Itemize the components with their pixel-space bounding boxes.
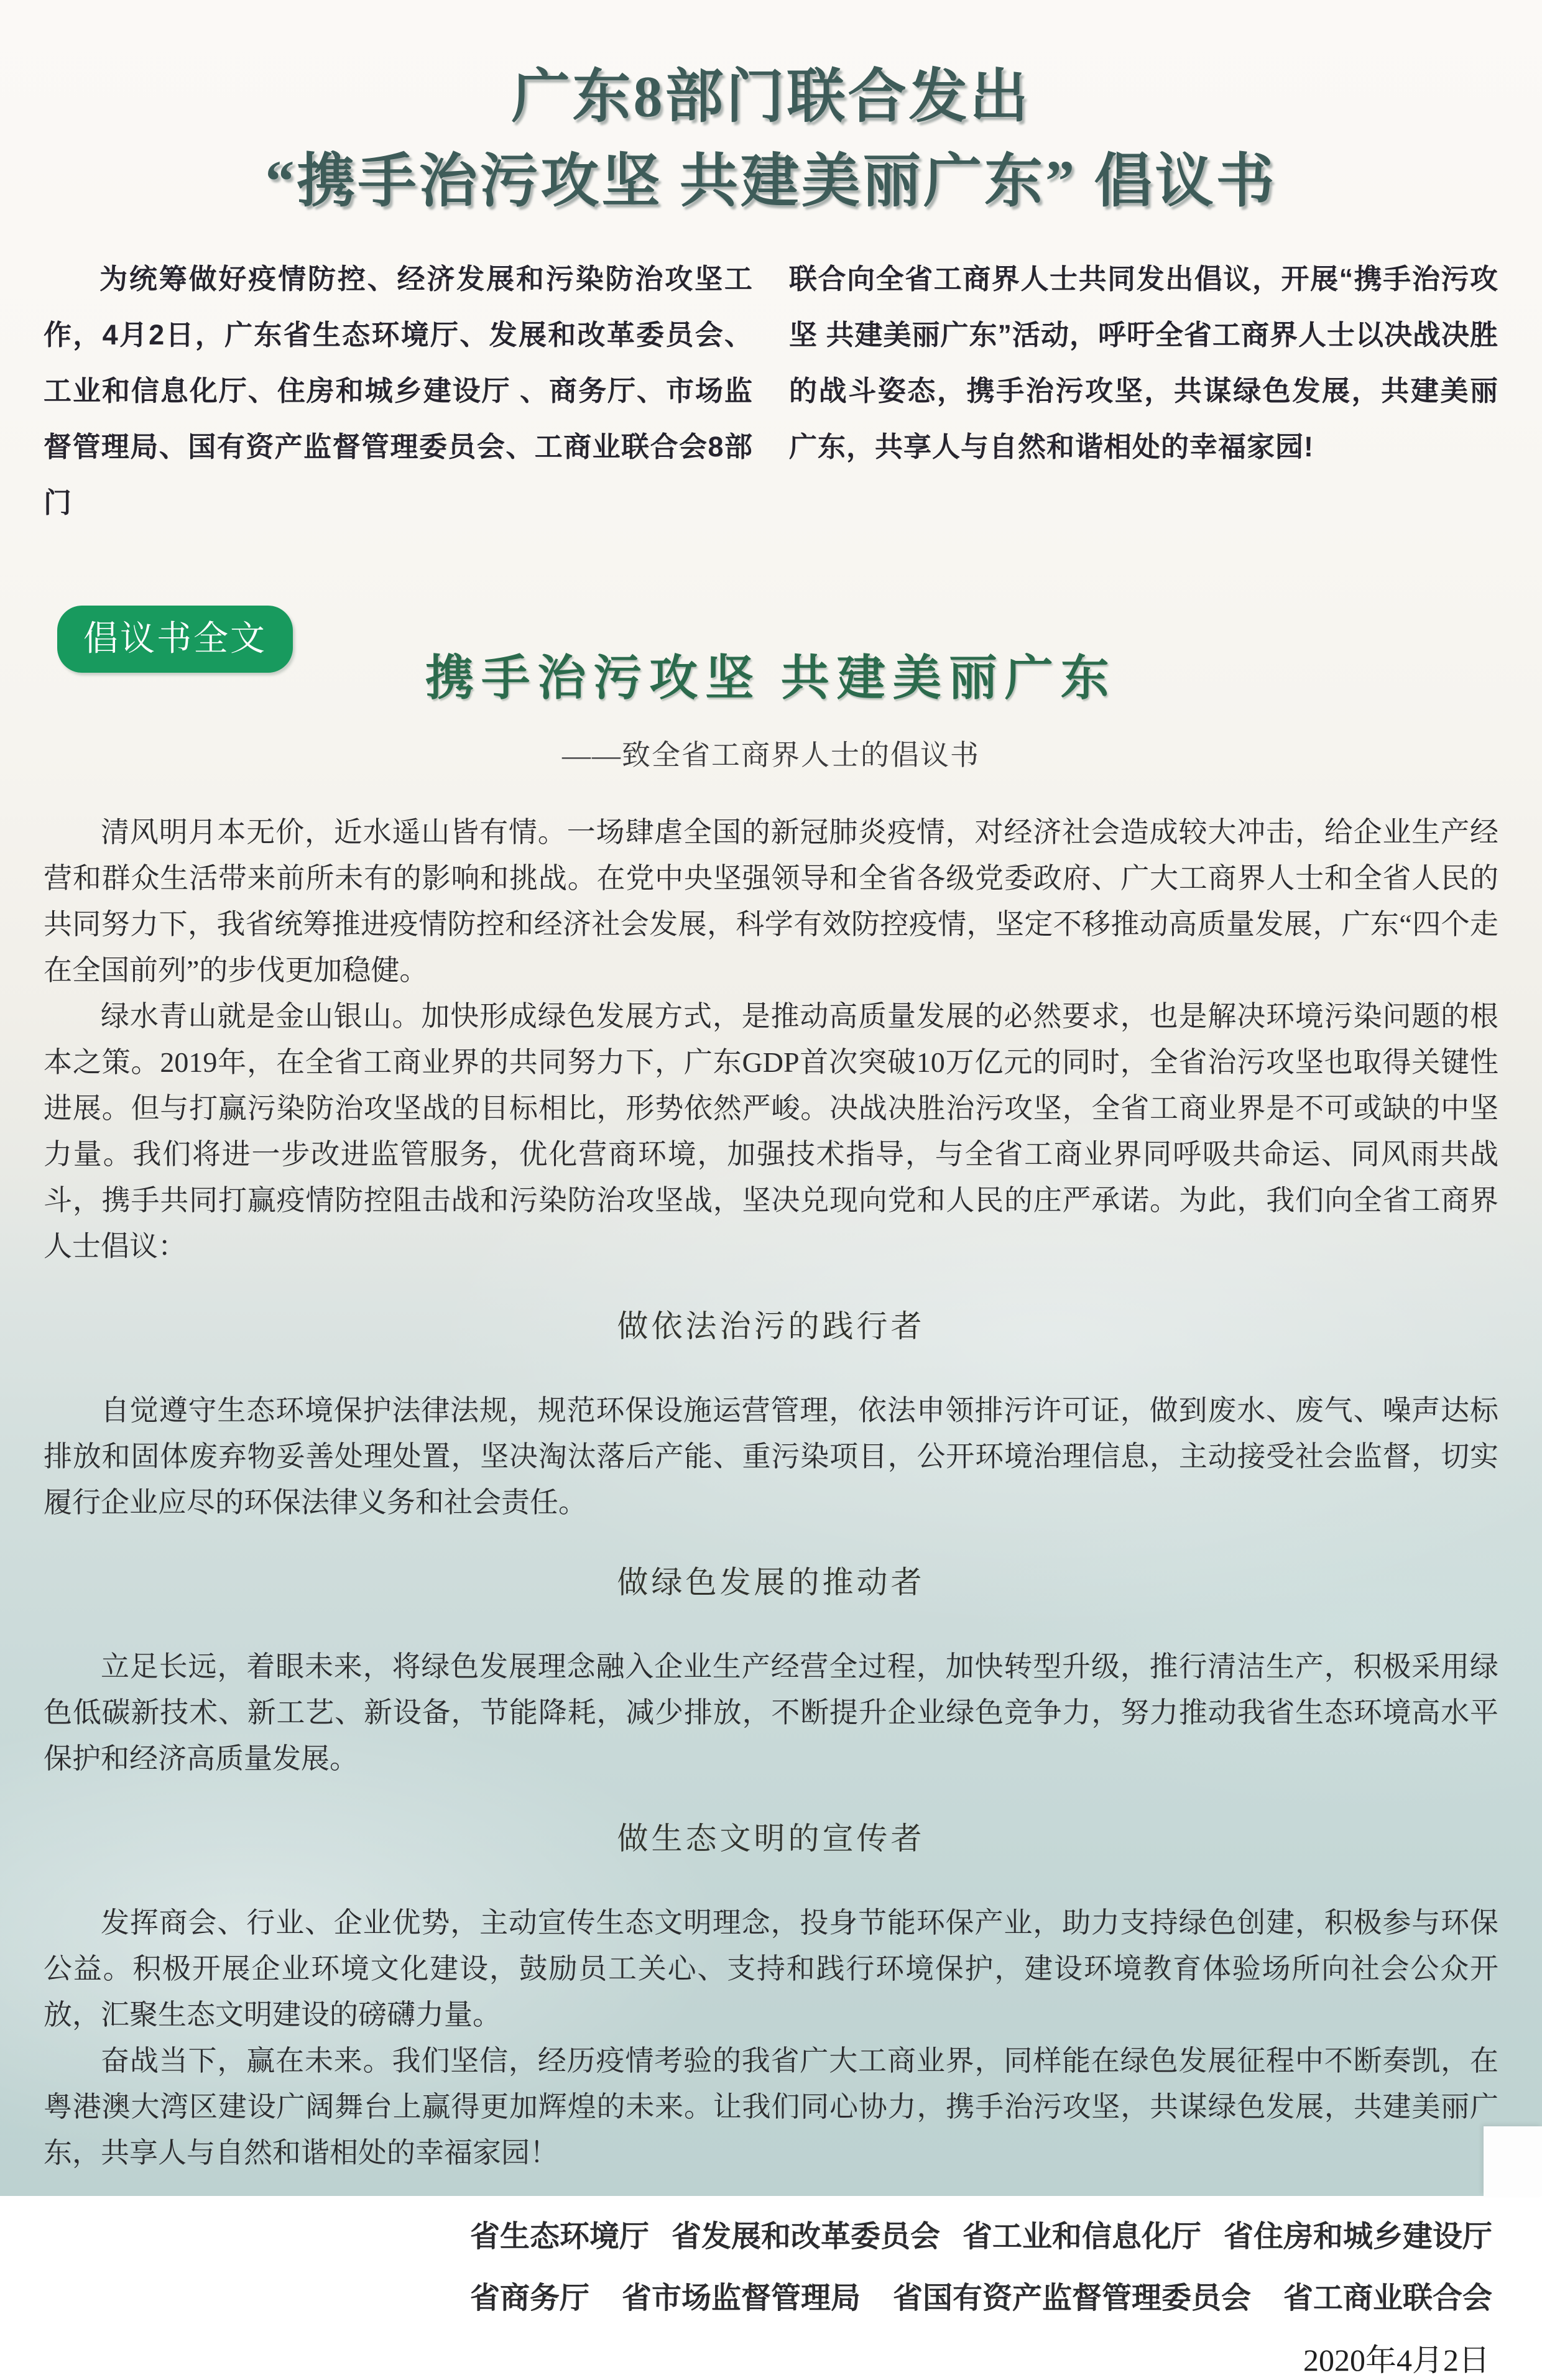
- signature-dept: 省商务厅: [470, 2282, 590, 2315]
- paragraph-eco-2: 奋战当下，赢在未来。我们坚信，经历疫情考验的我省广大工商业界，同样能在绿色发展征程中不断奏凯，在粤港澳大湾区建设广阔舞台上赢得更加辉煌的未来。让我们同心协力，携手治污攻坚，共谋绿色发展，共建美丽广东，共享人与自然和谐相处的幸福家园！: [44, 2045, 1498, 2169]
- intro-left-column: 为统筹做好疫情防控、经济发展和污染防治攻坚工作，4月2日，广东省生态环境厅、发展和改革委员会、工业和信息化厅、住房和城乡建设厅 、商务厅、市场监督管理局、国有资产监督管理委员会、工商业联合会8部门: [44, 263, 753, 519]
- signature-dept: 省生态环境厅: [470, 2220, 650, 2253]
- proposal-header: [0, 606, 1542, 773]
- signatures-block: [0, 2212, 1542, 2380]
- signature-dept: 省市场监督管理局: [621, 2282, 861, 2315]
- signature-dept: 省工业和信息化厅: [962, 2220, 1201, 2253]
- full-text-badge: 倡议书全文: [57, 606, 293, 673]
- proposal-subtitle: ——致全省工商界人士的倡议书: [562, 739, 980, 771]
- page-title: [0, 0, 1542, 224]
- page-title-line1: 广东8部门联合发出: [511, 65, 1031, 129]
- proposal-title: 携手治污攻坚 共建美丽广东: [425, 651, 1117, 705]
- section-heading-law: 做依法治污的践行者: [617, 1309, 925, 1344]
- intro-right-column: 联合向全省工商界人士共同发出倡议，开展“携手治污攻坚 共建美丽广东”活动，呼吁全省工商界人士以决战决胜的战斗姿态，携手治污攻坚，共谋绿色发展，共建美丽广东，共享人与自然和谐相处的幸福家园!: [789, 263, 1499, 463]
- signature-dept: 省住房和城乡建设厅: [1223, 2220, 1492, 2253]
- signature-row-1: [470, 2212, 1492, 2255]
- signature-dept: 省国有资产监督管理委员会: [892, 2282, 1251, 2315]
- paragraph-eco-1: 发挥商会、行业、企业优势，主动宣传生态文明理念，投身节能环保产业，助力支持绿色创建，积极参与环保公益。积极开展企业环境文化建设，鼓励员工关心、支持和践行环境保护，建设环境教育体验场所向社会公众开放，汇聚生态文明建设的磅礴力量。: [44, 1907, 1498, 2031]
- paragraph-green: 立足长远，着眼未来，将绿色发展理念融入企业生产经营全过程，加快转型升级，推行清洁生产，积极采用绿色低碳新技术、新工艺、新设备，节能降耗，减少排放，不断提升企业绿色竞争力，努力推动我省生态环境高水平保护和经济高质量发展。: [44, 1651, 1498, 1774]
- section-heading-green: 做绿色发展的推动者: [617, 1565, 925, 1600]
- page-title-line2: “携手治污攻坚 共建美丽广东” 倡议书: [265, 149, 1277, 214]
- proposal-body: [0, 809, 1542, 2176]
- paragraph-opening-1: 清风明月本无价，近水遥山皆有情。一场肆虐全国的新冠肺炎疫情，对经济社会造成较大冲击，给企业生产经营和群众生活带来前所未有的影响和挑战。在党中央坚强领导和全省各级党委政府、广大工商界人士和全省人民的共同努力下，我省统筹推进疫情防控和经济社会发展，科学有效防控疫情，坚定不移推动高质量发展，广东“四个走在全国前列”的步伐更加稳健。: [44, 816, 1498, 986]
- intro-columns: [0, 251, 1542, 531]
- date: 2020年4月2日: [1303, 2343, 1490, 2378]
- scan-corner-patch: [1484, 2126, 1542, 2196]
- signature-row-2: [470, 2274, 1492, 2317]
- paragraph-opening-2: 绿水青山就是金山银山。加快形成绿色发展方式，是推动高质量发展的必然要求，也是解决环境污染问题的根本之策。2019年，在全省工商业界的共同努力下，广东GDP首次突破10万亿元的同时，全省治污攻坚也取得关键性进展。但与打赢污染防治攻坚战的目标相比，形势依然严峻。决战决胜治污攻坚，全省工商业界是不可或缺的中坚力量。我们将进一步改进监管服务，优化营商环境，加强技术指导，与全省工商业界同呼吸共命运、同风雨共战斗，携手共同打赢疫情防控阻击战和污染防治攻坚战，坚决兑现向党和人民的庄严承诺。为此，我们向全省工商界人士倡议：: [44, 1000, 1498, 1262]
- signature-dept: 省工商业联合会: [1283, 2282, 1492, 2315]
- paragraph-law: 自觉遵守生态环境保护法律法规，规范环保设施运营管理，依法申领排污许可证，做到废水、废气、噪声达标排放和固体废弃物妥善处理处置，坚决淘汰落后产能、重污染项目，公开环境治理信息，主动接受社会监督，切实履行企业应尽的环保法律义务和社会责任。: [44, 1395, 1498, 1518]
- signature-dept: 省发展和改革委员会: [671, 2220, 940, 2253]
- section-heading-eco: 做生态文明的宣传者: [617, 1821, 925, 1856]
